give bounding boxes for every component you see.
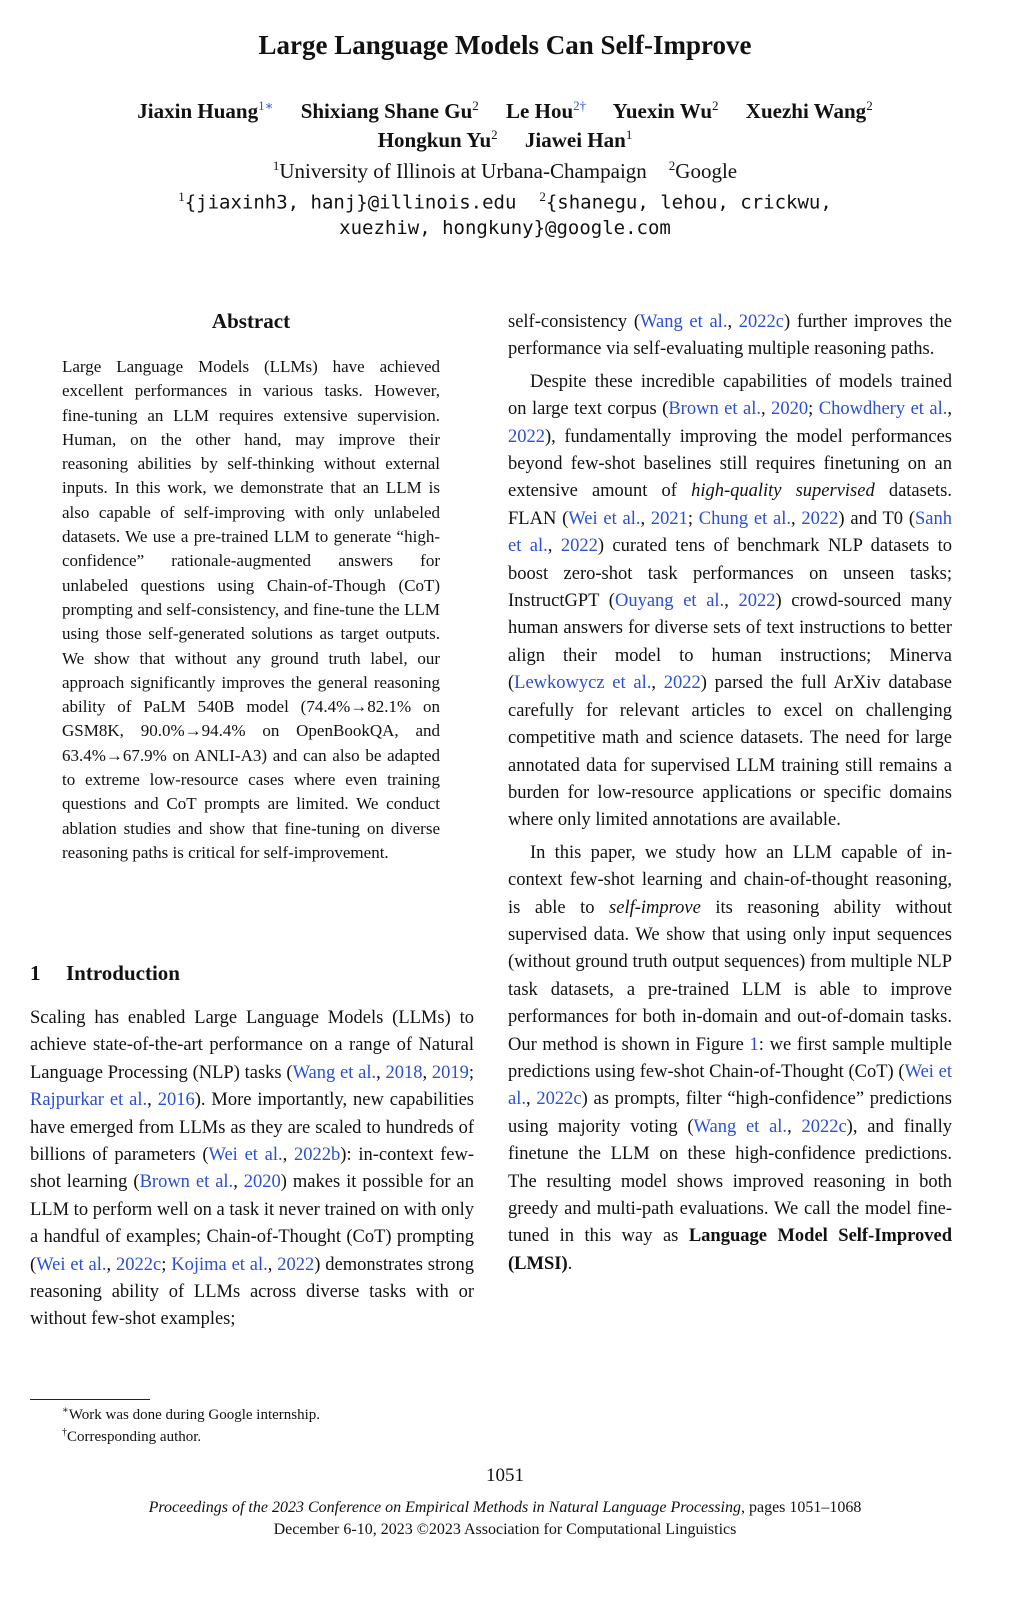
author-name: Hongkun Yu [377, 128, 492, 152]
proceedings-title: Proceedings of the 2023 Conference on Empirical Methods in Natural Language Processing [148, 1499, 741, 1516]
email-illinois: {jiaxinh3, hanj}@illinois.edu [184, 191, 517, 214]
citation-link[interactable]: 2018 [385, 1062, 423, 1083]
section-number: 1 [30, 961, 41, 985]
citation-link[interactable]: Ouyang et al. [614, 591, 725, 612]
footnote-rule [30, 1399, 150, 1400]
footnote-2: †Corresponding author. [62, 1427, 202, 1445]
email-google-a: {shanegu, lehou, crickwu, [545, 191, 832, 214]
citation-link[interactable]: Brown et al. [668, 399, 761, 420]
author-affil-sup: 1∗ [258, 98, 274, 113]
citation-link[interactable]: 2022b [294, 1145, 341, 1166]
proceedings-date: December 6-10, 2023 ©2023 Association for Computational Linguistics [273, 1521, 737, 1538]
intro-paragraph-cont: self-consistency (Wang et al., 2022c) further improves the performance via self-evaluating multiple reasoning paths. [508, 312, 952, 360]
citation-link[interactable]: Wang et al. [640, 312, 728, 332]
citation-link[interactable]: Chowdhery et al. [818, 399, 948, 420]
author-name: Yuexin Wu [612, 99, 713, 123]
citation-link[interactable]: Wang et al. [292, 1062, 377, 1083]
author-name: Jiawei Han [524, 128, 626, 152]
citation-link[interactable]: 2022c [801, 1116, 847, 1137]
citation-link[interactable]: Wei et al. [508, 1061, 952, 1110]
author-affil-sup: 2 [712, 98, 719, 113]
author-affil-sup: 2 [866, 98, 873, 113]
citation-link[interactable]: Wang et al. [693, 1116, 788, 1137]
citation-link[interactable]: 2021 [650, 508, 688, 529]
author-affil-sup: 2 [472, 98, 479, 113]
citation-link[interactable]: Chung et al. [698, 508, 792, 529]
author-affil-sup: 2 [491, 127, 498, 142]
citation-link[interactable]: 2020 [243, 1172, 281, 1193]
author-affil-sup: 1 [625, 127, 633, 142]
affiliations: $^1$University of Illinois at Urbana-Champaign $^2$Google [272, 158, 738, 183]
author-name: Le Hou [506, 99, 574, 123]
citation-link[interactable]: 2022c [536, 1089, 582, 1110]
citation-link[interactable]: 2022c [738, 312, 784, 332]
citation-link[interactable]: 2019 [431, 1062, 469, 1083]
citation-link[interactable]: 2020 [771, 399, 809, 420]
citation-link[interactable]: 2022 [801, 508, 839, 529]
intro-right-column [508, 309, 952, 1283]
proceedings-footer [0, 1497, 1010, 1541]
author-line-2 [0, 127, 1010, 153]
intro-left-column [30, 1005, 474, 1334]
page-number: 1051 [486, 1465, 524, 1486]
author-name: Shixiang Shane Gu [300, 99, 473, 123]
author-line-1 [0, 98, 1010, 124]
method-name: Language Model Self-Improved (LMSI) [508, 1226, 953, 1274]
citation-link[interactable]: 2022 [663, 673, 701, 694]
figure-ref-link[interactable]: 1 [749, 1034, 759, 1055]
citation-link[interactable]: 2016 [157, 1090, 195, 1111]
author-affil-sup: 2† [573, 98, 587, 113]
citation-link[interactable]: 2022c [116, 1254, 162, 1275]
email-line-2: xuezhiw, hongkuny}@google.com [339, 217, 671, 239]
email-line-1: $^1${jiaxinh3, hanj}@illinois.edu $^2${shanegu, lehou, crickwu, [178, 189, 832, 214]
author-name: Xuezhi Wang [745, 99, 867, 123]
citation-link[interactable]: Brown et al. [139, 1172, 234, 1193]
section-heading-introduction [30, 961, 180, 986]
intro-paragraph-1: Scaling has enabled Large Language Models (LLMs) to achieve state-of-the-art performance on a range of Natural Language Processing (NLP) tasks (Wang et al., 2018, 2019; Rajpurkar et al., 2016). More importantly, new capabilities have emerged from LLMs as they are scaled to hundreds of billions of parameters (Wei et al., 2022b): in-context few-shot learning (Brown et al., 2020) makes it possible for an LLM to perform well on a task it never trained on with only a handful of examples; Chain-of-Thought (CoT) prompting (Wei et al., 2022c; Kojima et al., 2022) demonstrates strong reasoning ability of LLMs across diverse tasks with or without few-shot examples; [30, 1008, 475, 1330]
abstract-heading: Abstract [211, 309, 291, 333]
citation-link[interactable]: Sanh et al. [508, 508, 952, 557]
citation-link[interactable]: Rajpurkar et al. [30, 1090, 148, 1111]
citation-link[interactable]: Lewkowycz et al. [514, 673, 652, 694]
affiliation-uiuc: University of Illinois at Urbana-Champaign [279, 159, 647, 183]
affiliation-google: Google [675, 159, 738, 183]
citation-link[interactable]: Kojima et al. [171, 1254, 268, 1275]
citation-link[interactable]: 2022 [508, 426, 545, 447]
citation-link[interactable]: 2022 [560, 536, 598, 557]
author-name: Jiaxin Huang [137, 99, 259, 123]
citation-link[interactable]: 2022 [738, 591, 776, 612]
emphasis: self-improve [609, 897, 701, 918]
section-title: Introduction [66, 961, 180, 985]
citation-link[interactable]: Wei et al. [568, 508, 641, 529]
citation-link[interactable]: Wei et al. [208, 1145, 283, 1166]
footnote-1: ∗Work was done during Google internship. [62, 1405, 321, 1423]
intro-paragraph-2: Despite these incredible capabilities of models trained on large text corpus (Brown et al., 2020; Chowdhery et al., 2022), fundamentally improving the model performances beyond few-shot baselines still requires finetuning on an extensive amount of high-quality supervised datasets. FLAN (Wei et al., 2021; Chung et al., 2022) and T0 (Sanh et al., 2022) curated tens of benchmark NLP datasets to boost zero-shot task performances on unseen tasks; InstructGPT (Ouyang et al., 2022) crowd-sourced many human answers for diverse sets of text instructions to better align their model to human instructions; Minerva (Lewkowycz et al., 2022) parsed the full ArXiv database carefully for relevant articles to excel on challenging competitive math and science datasets. The need for large annotated data for supervised LLM training still remains a burden for low-resource applications or specific domains where only limited annotations are available. [508, 371, 953, 831]
citation-link[interactable]: 2022 [277, 1254, 315, 1275]
proceedings-pages: , pages 1051–1068 [740, 1499, 862, 1516]
abstract-text: Large Language Models (LLMs) have achieved excellent performances in various tasks. However, fine-tuning an LLM requires extensive supervision. Human, on the other hand, may improve their reasoning abilities by self-thinking without external inputs. In this work, we demonstrate that an LLM is also capable of self-improving with only unlabeled datasets. We use a pre-trained LLM to generate “high-confidence” rationale-augmented answers for unlabeled questions using Chain-of-Though (CoT) prompting and self-consistency, and fine-tune the LLM using those self-generated solutions as target outputs. We show that without any ground truth label, our approach significantly improves the general reasoning ability of PaLM 540B model (74.4%→82.1% on GSM8K, 90.0%→94.4% on OpenBookQA, and 63.4%→67.9% on ANLI-A3) and can also be adapted to extreme low-resource cases where even training questions and CoT prompts are limited. We conduct ablation studies and show that fine-tuning on diverse reasoning paths is critical for self-improvement. [62, 357, 440, 862]
emphasis: high-quality supervised [691, 481, 875, 502]
citation-link[interactable]: Wei et al. [36, 1254, 107, 1275]
intro-paragraph-3: In this paper, we study how an LLM capable of in-context few-shot learning and chain-of-thought reasoning, is able to self-improve its reasoning ability without supervised data. We show that using only input sequences (without ground truth output sequences) from multiple NLP task datasets, a pre-trained LLM is able to improve performances for both in-domain and out-of-domain tasks. Our method is shown in Figure 1: we first sample multiple predictions using few-shot Chain-of-Thought (CoT) (Wei et al., 2022c) as prompts, filter “high-confidence” predictions using majority voting (Wang et al., 2022c), and finally finetune the LLM on these high-confidence predictions. The resulting model shows improved reasoning in both greedy and multi-path evaluations. We call the model fine-tuned in this way as Language Model Self-Improved (LMSI). [508, 842, 953, 1274]
paper-title: Large Language Models Can Self-Improve [258, 30, 752, 60]
